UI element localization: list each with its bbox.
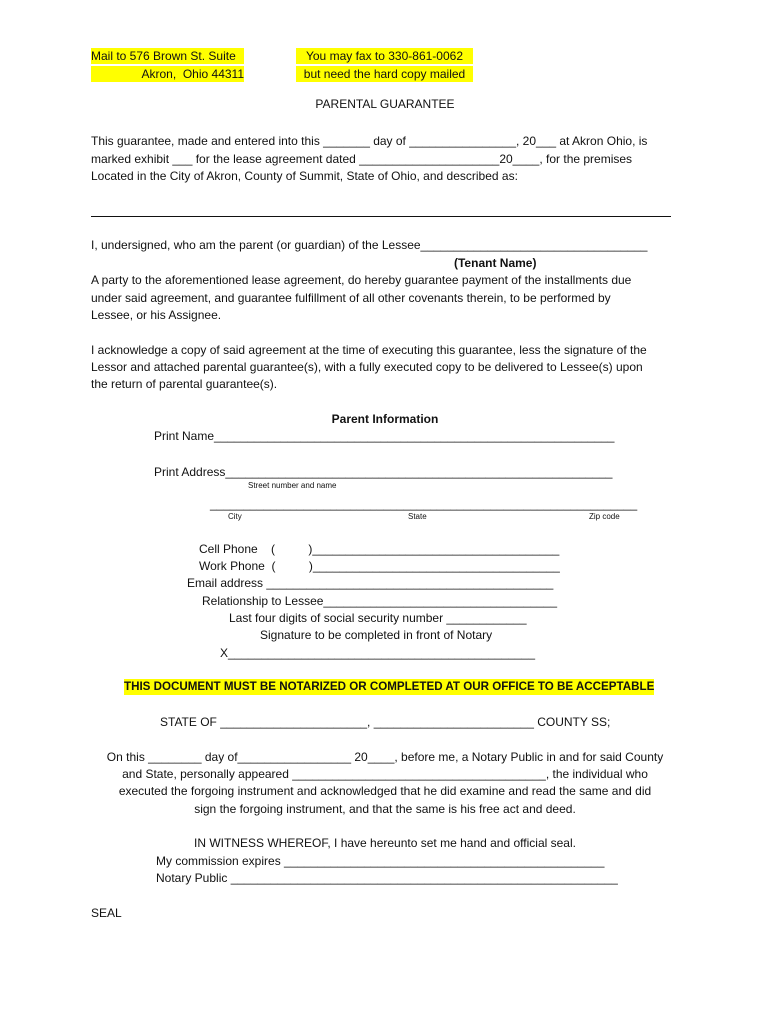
notarize-notice: THIS DOCUMENT MUST BE NOTARIZED OR COMPLETED AT OUR OFFICE TO BE ACCEPTABLE: [124, 680, 655, 693]
signature-line[interactable]: X______________________________________________: [220, 646, 535, 660]
undersigned-line1: I, undersigned, who am the parent (or guardian) of the Lessee__________________________________: [91, 238, 648, 252]
notary-line2: and State, personally appeared ______________________________________, the individual who: [122, 767, 648, 781]
notary-public-field[interactable]: Notary Public __________________________________________________________: [156, 871, 618, 885]
notary-line3: executed the forgoing instrument and acknowledged that he did examine and read the same and did: [118, 784, 652, 798]
signature-note: Signature to be completed in front of Notary: [260, 628, 493, 642]
parent-info-heading: Parent Information: [331, 412, 439, 426]
notary-line4: sign the forgoing instrument, and that the same is his free act and deed.: [194, 802, 576, 816]
intro-line3: Located in the City of Akron, County of Summit, State of Ohio, and described as:: [91, 169, 518, 183]
tenant-name-label: (Tenant Name): [454, 256, 537, 270]
intro-line2: marked exhibit ___ for the lease agreement dated _____________________20____, for the premises: [91, 152, 633, 166]
undersigned-line3: under said agreement, and guarantee fulfillment of all other covenants therein, to be performed by: [91, 291, 611, 305]
fax-note-line1: You may fax to 330-861-0062: [296, 48, 473, 64]
acknowledge-line1: I acknowledge a copy of said agreement at the time of executing this guarantee, less the signature of the: [91, 343, 647, 357]
state-county-line[interactable]: STATE OF ______________________, ________________________ COUNTY SS;: [160, 715, 611, 729]
print-name-field[interactable]: Print Name____________________________________________________________: [154, 429, 615, 443]
seal-label: SEAL: [91, 906, 122, 920]
acknowledge-line2: Lessor and attached parental guarantee(s), with a fully executed copy to be delivered to Lessee(s) upon: [91, 360, 643, 374]
cell-phone-field[interactable]: Cell Phone ( )_____________________________________: [199, 542, 560, 556]
acknowledge-line3: the return of parental guarantee(s).: [91, 377, 278, 391]
relationship-field[interactable]: Relationship to Lessee___________________________________: [202, 594, 557, 608]
state-caption: State: [408, 512, 427, 521]
mail-address-line1: Mail to 576 Brown St. Suite: [91, 48, 244, 64]
page-title: PARENTAL GUARANTEE: [315, 97, 455, 111]
city-caption: City: [228, 512, 242, 521]
fax-note-line2: but need the hard copy mailed: [296, 66, 473, 82]
city-state-zip-field[interactable]: ________________________________________________________________: [210, 497, 638, 511]
witness-line: IN WITNESS WHEREOF, I have hereunto set me hand and official seal.: [194, 836, 576, 850]
commission-expires-field[interactable]: My commission expires ________________________________________________: [156, 854, 605, 868]
undersigned-line4: Lessee, or his Assignee.: [91, 308, 222, 322]
description-line[interactable]: [91, 216, 671, 217]
street-caption: Street number and name: [248, 481, 337, 490]
intro-line1: This guarantee, made and entered into this _______ day of ________________, 20___ at Akron Ohio, is: [91, 134, 648, 148]
print-address-field[interactable]: Print Address__________________________________________________________: [154, 465, 613, 479]
ssn-field[interactable]: Last four digits of social security number ____________: [229, 611, 527, 625]
email-field[interactable]: Email address ___________________________________________: [187, 576, 554, 590]
mail-address-line2: Akron, Ohio 44311: [91, 66, 244, 82]
work-phone-field[interactable]: Work Phone ( )_____________________________________: [199, 559, 560, 573]
notary-line1: On this ________ day of_________________ 20____, before me, a Notary Public in and for said County: [106, 750, 664, 764]
undersigned-line2: A party to the aforementioned lease agreement, do hereby guarantee payment of the installments due: [91, 273, 632, 287]
zip-caption: Zip code: [589, 512, 620, 521]
